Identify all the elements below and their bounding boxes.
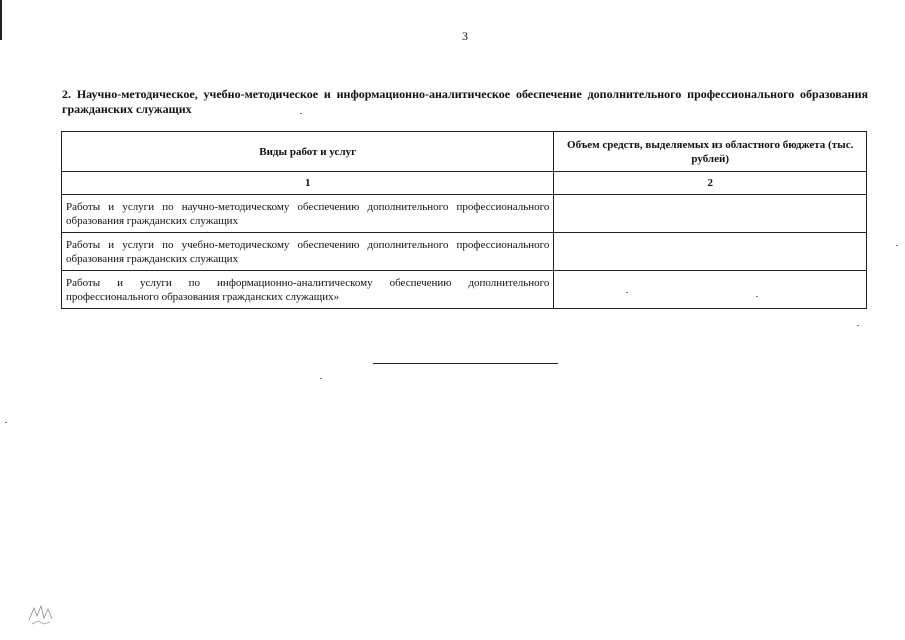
scan-speck xyxy=(626,292,628,293)
amount-cell xyxy=(554,271,867,309)
funding-table xyxy=(61,131,867,309)
table-row xyxy=(62,271,867,309)
scan-speck xyxy=(857,325,859,326)
amount-cell xyxy=(554,233,867,271)
scan-speck xyxy=(756,296,758,297)
scan-speck xyxy=(320,378,322,379)
table-row xyxy=(62,195,867,233)
work-cell: Работы и услуги по научно-методическому обеспечению дополнительного профессионального образования гражданских служащих xyxy=(62,195,554,233)
scan-speck xyxy=(5,422,7,423)
work-cell: Работы и услуги по учебно-методическому обеспечению дополнительного профессионального образования гражданских служащих xyxy=(62,233,554,271)
table-row xyxy=(62,233,867,271)
amount-cell xyxy=(554,195,867,233)
scan-speck xyxy=(896,245,898,246)
end-of-document-rule xyxy=(373,363,558,364)
table-header-row xyxy=(62,132,867,172)
scan-speck xyxy=(300,113,302,114)
column-number-1: 1 xyxy=(62,172,554,195)
margin-scribble xyxy=(26,600,56,626)
page-number: 3 xyxy=(462,29,468,43)
work-cell: Работы и услуги по информационно-аналитическому обеспечению дополнительного профессионального образования гражданских служащих» xyxy=(62,271,554,309)
section-title: 2. Научно-методическое, учебно-методическое и информационно-аналитическое обеспечение дополнительного профессионального образования гражданских служащих xyxy=(62,87,868,116)
header-work-types: Виды работ и услуг xyxy=(62,132,554,172)
column-number-row xyxy=(62,172,867,195)
header-budget-amount: Объем средств, выделяемых из областного бюджета (тыс. рублей) xyxy=(554,132,867,172)
column-number-2: 2 xyxy=(554,172,867,195)
